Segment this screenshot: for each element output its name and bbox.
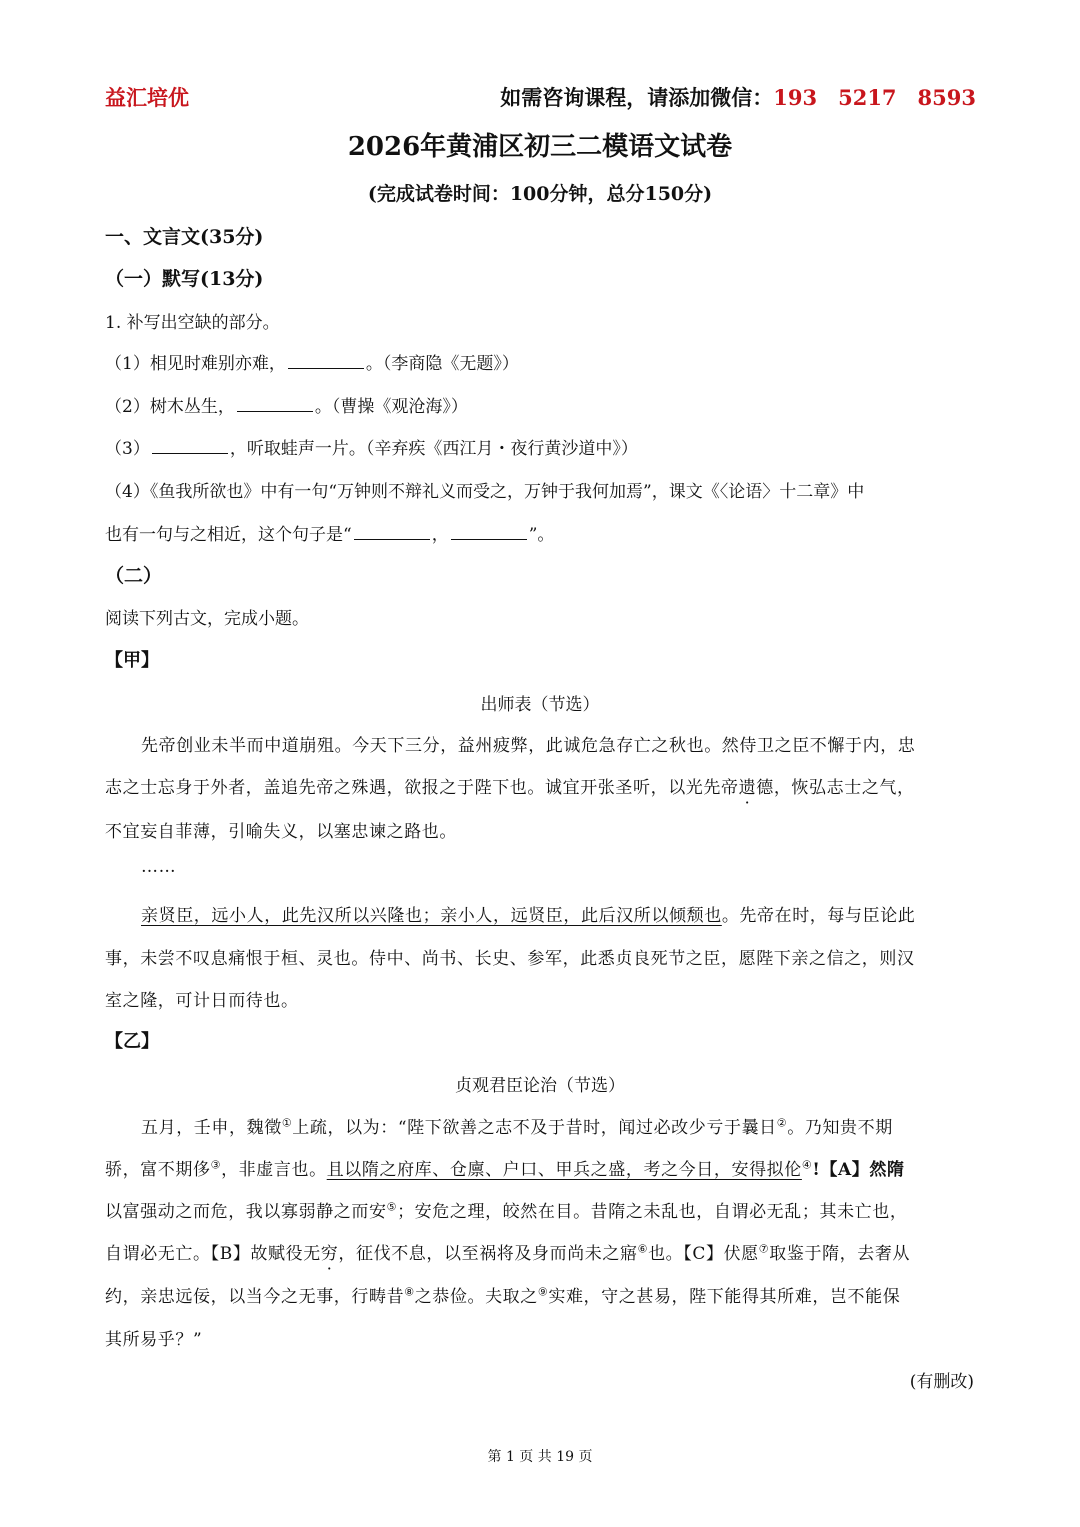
jia-p2-line3: 室之隆，可计日而待也。 (105, 991, 299, 1011)
exam-subtitle: (完成试卷时间：100分钟，总分150分) (367, 183, 713, 205)
contact-text: 如需咨询课程，请添加微信： (500, 85, 774, 110)
item-text: ，听取蛙声一片。（辛弃疾《西江月・夜行黄沙道中》） (229, 439, 638, 459)
answer-blank[interactable] (237, 394, 313, 412)
item-text: 也有一句与之相近，这个句子是“ (105, 525, 352, 545)
note-marker: ⑤ (386, 1200, 398, 1214)
q1-item-3 (105, 434, 638, 459)
emphasis-char: 遗 (738, 778, 757, 798)
passage-text: ，征伐不息，以至祸将及身而尚未之寤 (338, 1244, 638, 1264)
passage-text: 。先帝在时，每与臣论此 (721, 906, 916, 926)
wechat-number: 193 5217 8593 (773, 85, 976, 110)
passage-text: 志之士忘身于外者，盖追先帝之殊遇，欲报之于陛下也。诚宜开张圣听，以光先帝 (105, 778, 739, 798)
item-text: 。（曹操《观沧海》） (314, 397, 468, 417)
passage-text: 实难，守之甚易，陛下能得其所难，岂不能保 (548, 1287, 901, 1307)
passage-text: 五月，壬申，魏徵 (141, 1118, 282, 1138)
passage-text: ；安危之理，皎然在目。昔隋之未乱也，自谓必无乱；其未亡也， (397, 1202, 908, 1222)
item-text: （2）树木丛生， (105, 397, 235, 417)
jia-p1-line1: 先帝创业未半而中道崩殂。今天下三分，益州疲弊，此诚危急存亡之秋也。然侍卫之臣不懈于内，忠 (141, 736, 916, 756)
yi-line6: 其所易乎？” (105, 1330, 203, 1350)
yi-line3 (105, 1197, 907, 1222)
yi-line2 (105, 1155, 905, 1180)
passage-text: 以富强动之而危，我以寡弱静之而安 (105, 1202, 387, 1222)
note-marker: ② (776, 1116, 788, 1130)
item-text: 。（李商隐《无题》） (365, 354, 519, 374)
note-marker: ⑧ (404, 1285, 415, 1299)
note-marker: ⑥ (637, 1242, 649, 1256)
passage-text: 之恭俭。夫取之 (414, 1287, 538, 1307)
reading-intro: 阅读下列古文，完成小题。 (105, 609, 309, 629)
passage-text: 。乃知贵不期 (787, 1118, 893, 1138)
item-text: ”。 (528, 525, 555, 545)
q1-intro: 1. 补写出空缺的部分。 (105, 313, 280, 333)
jia-p1-line2 (105, 773, 915, 798)
passage-label-yi: 【乙】 (105, 1031, 159, 1052)
answer-blank[interactable] (288, 351, 364, 369)
passage-text: 德，恢弘志士之气， (756, 778, 915, 798)
jia-p2-line1 (141, 901, 915, 926)
page-title: 2026年黄浦区初三二模语文试卷 (347, 132, 733, 162)
note-marker: ① (281, 1116, 293, 1130)
q1-item-4-line2 (105, 520, 554, 545)
passage-title-yi: 贞观君臣论治（节选） (455, 1076, 625, 1096)
answer-blank[interactable] (451, 522, 527, 540)
q1-item-2 (105, 392, 468, 417)
part-heading: （一）默写(13分) (105, 268, 264, 290)
section-heading: 一、文言文(35分) (105, 226, 264, 248)
yi-line5 (105, 1282, 900, 1307)
item-text: （1）相见时难别亦难， (105, 354, 286, 374)
passage-text: 上疏，以为：“陛下欲善之志不及于昔时，闻过必改少亏于曩日 (292, 1118, 777, 1138)
yi-line4 (105, 1239, 910, 1264)
passage-text: !【A】然隋 (812, 1160, 905, 1180)
answer-blank[interactable] (152, 436, 228, 454)
passage-text: 自谓必无亡。【B】故赋役无 (105, 1244, 321, 1264)
page-footer: 第 1 页 共 19 页 (487, 1449, 593, 1465)
item-text: ， (431, 525, 449, 545)
passage-text: 也。【C】伏愿 (648, 1244, 759, 1264)
note-marker: ④ (801, 1158, 813, 1172)
contact-line (500, 82, 976, 112)
edit-note: (有删改) (909, 1372, 974, 1392)
jia-p2-line2: 事，未尝不叹息痛恨于桓、灵也。侍中、尚书、长史、参军，此悉贞良死节之臣，愿陛下亲之信之，则汉 (105, 949, 915, 969)
jia-ellipsis: …… (141, 857, 177, 877)
passage-text: 约，亲忠远佞，以当今之无事，行畴昔 (105, 1287, 405, 1307)
yi-line1 (141, 1113, 893, 1138)
item-text: （3） (105, 439, 150, 459)
answer-blank[interactable] (354, 522, 430, 540)
underlined-sentence: 亲贤臣，远小人，此先汉所以兴隆也；亲小人，远贤臣，此后汉所以倾颓也 (141, 906, 722, 926)
passage-label-jia: 【甲】 (105, 650, 159, 671)
q1-item-1 (105, 349, 519, 374)
brand-name: 益汇培优 (105, 85, 189, 110)
note-marker: ③ (210, 1158, 222, 1172)
q1-item-4-line1: （4）《鱼我所欲也》中有一句“万钟则不辩礼义而受之，万钟于我何加焉”，课文《〈论语〉十二章》中 (105, 482, 865, 502)
passage-text: 骄，富不期侈 (105, 1160, 211, 1180)
part-heading-2: （二） (105, 565, 163, 587)
underlined-sentence: 且以隋之府库、仓廪、户口、甲兵之盛，考之今日，安得拟伦 (326, 1160, 802, 1180)
note-marker: ⑦ (758, 1242, 770, 1256)
passage-text: 取鉴于隋，去奢从 (769, 1244, 911, 1264)
passage-text: ，非虚言也。 (221, 1160, 327, 1180)
note-marker: ⑨ (537, 1285, 549, 1299)
emphasis-char: 穷 (320, 1244, 339, 1264)
passage-title-jia: 出师表（节选） (480, 695, 600, 715)
jia-p1-line3: 不宜妄自菲薄，引喻失义，以塞忠谏之路也。 (105, 822, 457, 842)
